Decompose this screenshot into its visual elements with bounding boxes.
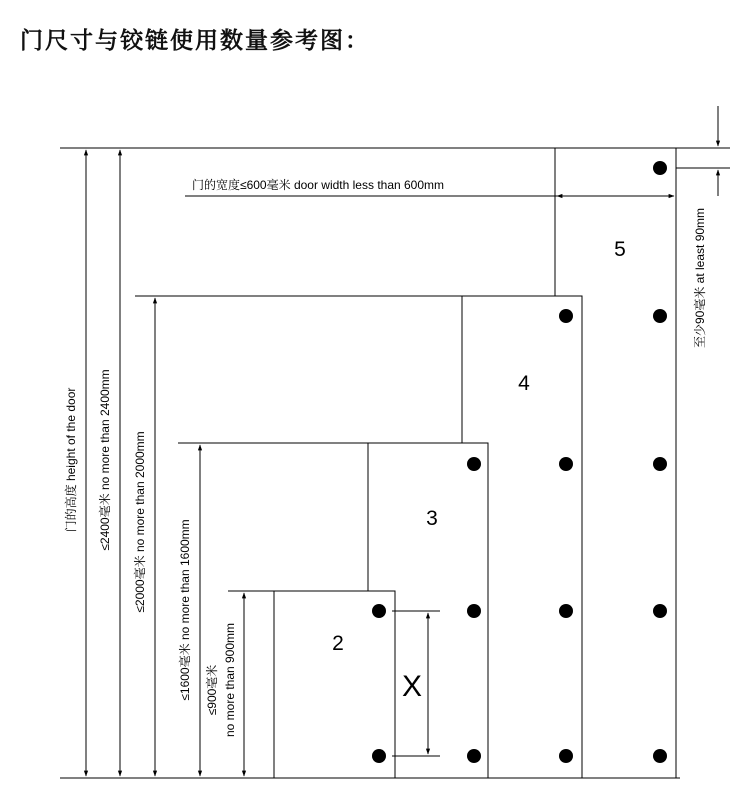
hinge-dot bbox=[653, 309, 667, 323]
height-note-2000: ≤2000毫米 no more than 2000mm bbox=[133, 431, 147, 613]
hinge-count-4: 4 bbox=[518, 372, 530, 395]
door-outline-2-hinges bbox=[228, 591, 395, 778]
hinge-dot bbox=[559, 604, 573, 618]
height-note-1600: ≤1600毫米 no more than 1600mm bbox=[178, 519, 192, 701]
height-note-900-cn: ≤900毫米 bbox=[205, 664, 219, 716]
hinge-dot bbox=[467, 604, 481, 618]
hinge-dot bbox=[372, 749, 386, 763]
clearance-note: 至少90毫米 at least 90mm bbox=[693, 207, 707, 349]
width-note: 门的宽度≤600毫米 door width less than 600mm bbox=[192, 178, 445, 192]
hinge-dot bbox=[653, 457, 667, 471]
hinge-count-2: 2 bbox=[332, 632, 344, 655]
page-title: 门尺寸与铰链使用数量参考图： bbox=[20, 28, 370, 54]
hinge-dot bbox=[467, 457, 481, 471]
hinge-dot bbox=[653, 604, 667, 618]
hinge-dot bbox=[559, 457, 573, 471]
hinge-count-3: 3 bbox=[426, 507, 438, 530]
height-note-900-en: no more than 900mm bbox=[223, 622, 237, 738]
hinge-count-5: 5 bbox=[614, 238, 626, 261]
hinge-dot bbox=[372, 604, 386, 618]
hinge-dot bbox=[653, 161, 667, 175]
hinge-dot bbox=[467, 749, 481, 763]
hinge-dot bbox=[559, 309, 573, 323]
height-note-2400: ≤2400毫米 no more than 2400mm bbox=[98, 369, 112, 551]
height-note-door: 门的高度 height of the door bbox=[64, 387, 78, 533]
spacing-label: X bbox=[401, 670, 423, 703]
door-outline-4-hinges bbox=[135, 296, 582, 778]
hinge-dot bbox=[653, 749, 667, 763]
hinge-dot bbox=[559, 749, 573, 763]
